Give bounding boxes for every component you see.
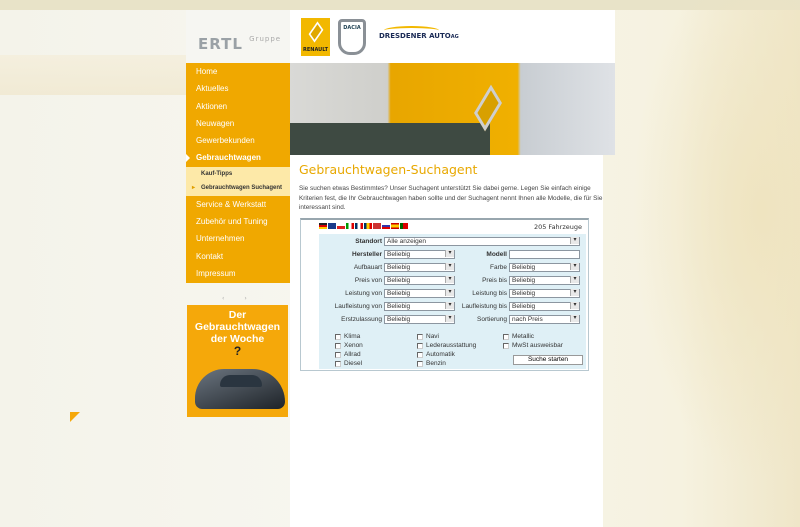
checkbox-allrad[interactable]: Allrad: [335, 351, 361, 358]
modell-input[interactable]: [509, 250, 580, 259]
search-button[interactable]: Suche starten: [513, 355, 583, 365]
header: [186, 10, 615, 63]
background-wave: [0, 55, 186, 95]
promo-banner[interactable]: Der Gebrauchtwagen der Woche ?: [187, 305, 288, 417]
nav-aktuelles[interactable]: Aktuelles: [196, 84, 229, 94]
flag-it-icon[interactable]: [346, 223, 354, 229]
language-flags: [319, 223, 408, 229]
renault-logo[interactable]: RENAULT: [301, 18, 330, 56]
flag-ru-icon[interactable]: [382, 223, 390, 229]
flag-gb-icon[interactable]: [328, 223, 336, 229]
dacia-logo[interactable]: DACIA: [338, 19, 366, 55]
promo-pager[interactable]: ‹›: [222, 295, 267, 302]
sidebar-nav: [186, 63, 290, 283]
nav-home[interactable]: Home: [196, 67, 218, 76]
flag-fr-icon[interactable]: [355, 223, 363, 229]
sortierung-select[interactable]: nach Preis ▾: [509, 315, 580, 324]
nav-neuwagen[interactable]: Neuwagen: [196, 118, 235, 128]
aufbauart-select[interactable]: Beliebig ▾: [384, 263, 455, 272]
car-image: [195, 369, 285, 409]
nav-gebrauchtwagen-suchagent[interactable]: ▸ Gebrauchtwagen Suchagent: [186, 181, 290, 196]
ertl-logo[interactable]: ERTL $^{Gruppe}$: [198, 35, 282, 53]
flag-ro-icon[interactable]: [364, 223, 372, 229]
nav-unternehmen[interactable]: Unternehmen: [196, 234, 245, 244]
laufleistung-von-select[interactable]: Beliebig ▾: [384, 302, 455, 311]
flag-pl-icon[interactable]: [337, 223, 345, 229]
nav-kontakt[interactable]: Kontakt: [196, 251, 224, 261]
flag-es-icon[interactable]: [391, 223, 399, 229]
background-wave: [610, 0, 800, 527]
checkbox-benzin[interactable]: Benzin: [417, 360, 446, 367]
standort-label: Standort: [355, 238, 382, 245]
checkbox-klima[interactable]: Klima: [335, 333, 360, 340]
page-title: Gebrauchtwagen-Suchagent: [299, 162, 478, 177]
flag-pt-icon[interactable]: [400, 223, 408, 229]
dresdener-auto-logo[interactable]: DRESDENER AUTOAG: [379, 32, 459, 40]
farbe-select[interactable]: Beliebig ▾: [509, 263, 580, 272]
nav-aktionen[interactable]: Aktionen: [196, 101, 228, 111]
laufleistung-bis-select[interactable]: Beliebig ▾: [509, 302, 580, 311]
flag-no-icon[interactable]: [373, 223, 381, 229]
nav-zubehoer-tuning[interactable]: Zubehör und Tuning: [196, 217, 268, 227]
leistung-bis-select[interactable]: Beliebig ▾: [509, 289, 580, 298]
checkbox-diesel[interactable]: Diesel: [335, 360, 362, 367]
nav-impressum[interactable]: Impressum: [196, 268, 236, 278]
vehicle-count: 205 Fahrzeuge: [533, 223, 582, 231]
checkbox-xenon[interactable]: Xenon: [335, 342, 363, 349]
erstzulassung-select[interactable]: Beliebig ▾: [384, 315, 455, 324]
leistung-von-select[interactable]: Beliebig ▾: [384, 289, 455, 298]
nav-service-werkstatt[interactable]: Service & Werkstatt: [196, 199, 267, 209]
checkbox-metallic[interactable]: Metallic: [503, 333, 534, 340]
hersteller-select[interactable]: Beliebig ▾: [384, 250, 455, 259]
nav-kauf-tipps[interactable]: Kauf-Tipps: [186, 167, 290, 182]
checkbox-lederausstattung[interactable]: Lederausstattung: [417, 342, 476, 349]
search-form: 205 Fahrzeuge Standort Alle anzeigen ▾ Hersteller Beliebig ▾ Modell Aufbauart Beliebig ▾ Farbe Beliebig ▾ Preis von Beliebig ▾ Preis bis Beliebig ▾ Leistung von Beliebig ▾ Leistung bis Beliebig ▾ Laufleistung von Beliebig ▾ Laufleistung bis Beliebig ▾ Erstzulassung Beliebig ▾ Sortierung nach Preis ▾ Klima Xenon Allrad Diesel Navi Lederausstattung Automatik Benzin Metallic MwSt ausweisbar Suche starten: [300, 218, 589, 371]
checkbox-mwst[interactable]: MwSt ausweisbar: [503, 342, 563, 349]
nav-gebrauchtwagen[interactable]: Gebrauchtwagen: [186, 149, 290, 166]
flag-de-icon[interactable]: [319, 223, 327, 229]
preis-von-select[interactable]: Beliebig ▾: [384, 276, 455, 285]
speech-tail: [70, 412, 80, 422]
nav-gewerbekunden[interactable]: Gewerbekunden: [196, 136, 255, 146]
hero-image: [290, 63, 615, 155]
intro-text: Sie suchen etwas Bestimmtes? Unser Suchagent unterstützt Sie dabei gerne. Legen Sie einfach einige Kriterien fest, die Ihr Gebrauchtwagen haben sollte und der Suchagent nennt Ihnen alle Modelle, die für Sie interessant sind.: [299, 185, 603, 211]
preis-bis-select[interactable]: Beliebig ▾: [509, 276, 580, 285]
checkbox-navi[interactable]: Navi: [417, 333, 439, 340]
standort-select[interactable]: Alle anzeigen ▾: [384, 237, 580, 246]
checkbox-automatik[interactable]: Automatik: [417, 351, 455, 358]
